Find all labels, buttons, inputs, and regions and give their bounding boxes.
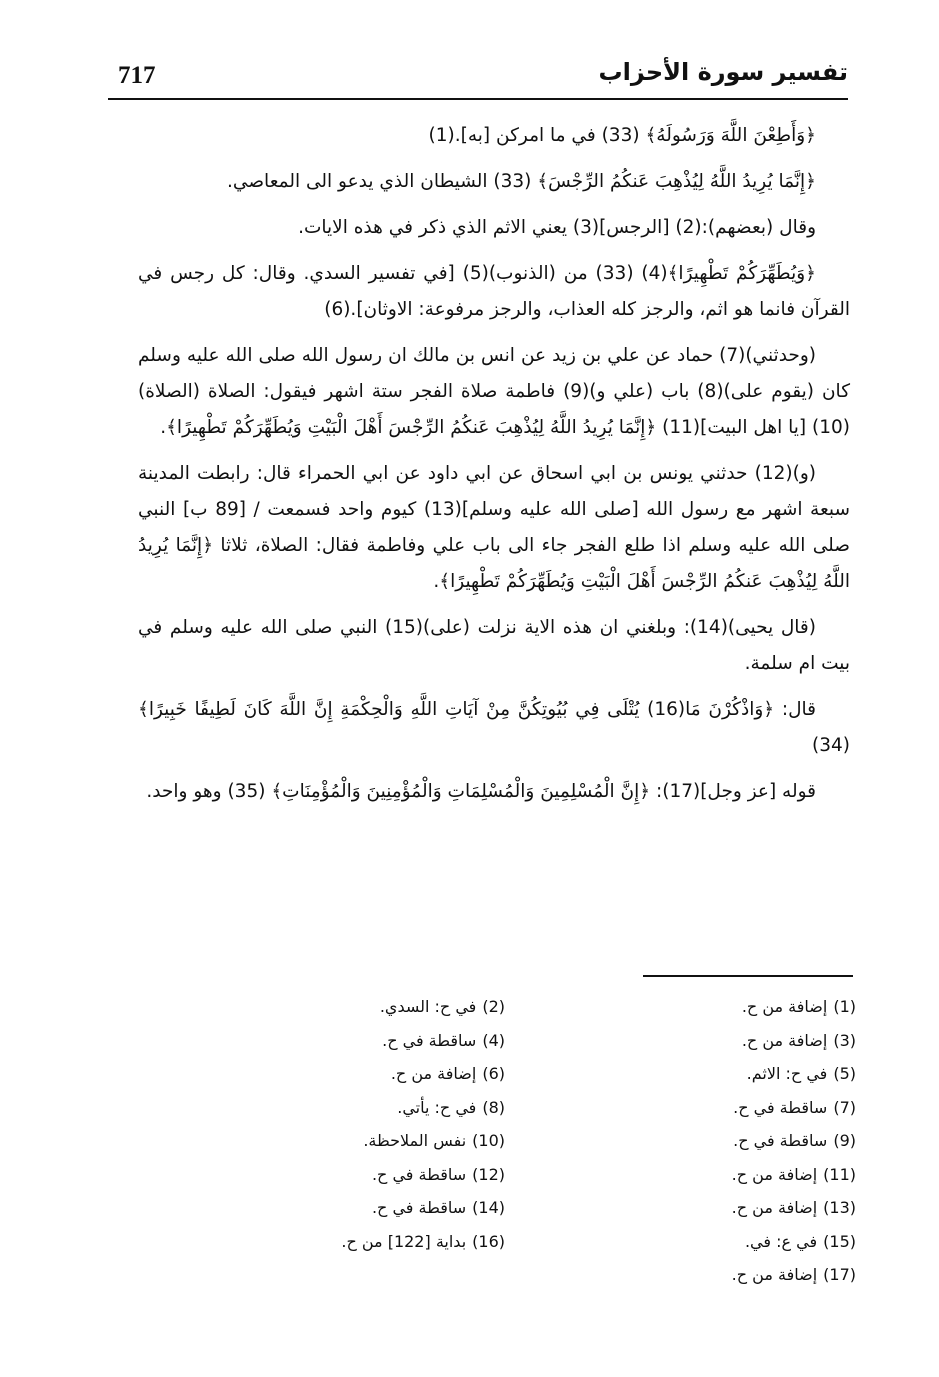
paragraph: ﴿وَيُطَهِّرَكُمْ تَطْهِيرًا﴾(4) (33) من (الذنوب)(5) [في تفسير السدي. وقال: كل رجس في القرآن فانما هو اثم، والرجز كله العذاب، والرجز مرفوعة: الاوثان].(6) <box>138 263 850 320</box>
footnote-number: (13) <box>823 1198 856 1217</box>
paragraph: قوله [عز وجل](17): ﴿إِنَّ الْمُسْلِمِينَ وَالْمُسْلِمَاتِ وَالْمُؤْمِنِينَ وَالْمُؤْمِنَاتِ﴾ (35) وهو واحد. <box>146 781 816 802</box>
footnote <box>618 1191 856 1225</box>
footnote-number: (6) <box>482 1064 505 1083</box>
paragraph: ﴿إِنَّمَا يُرِيدُ اللَّهُ لِيُذْهِبَ عَنكُمُ الرِّجْسَ﴾ (33) الشيطان الذي يدعو الى المعاصي. <box>227 171 816 192</box>
footnote <box>300 1158 505 1192</box>
footnote-text: ساقطة في ح. <box>371 1164 467 1184</box>
footnote <box>300 1124 505 1158</box>
paragraph: (و)(12) حدثني يونس بن ابي اسحاق عن ابي داود عن ابي الحمراء قال: رابطت المدينة سبعة اشهر مع رسول الله [صلى الله عليه وسلم](13) كيوم واحد فسمعت / [89 ب] النبي صلى الله عليه وسلم اذا طلع الفجر جاء الى باب علي وفاطمة فقال: الصلاة، ثلاثا ﴿إِنَّمَا يُرِيدُ اللَّهُ لِيُذْهِبَ عَنكُمُ الرِّجْسَ أَهْلَ الْبَيْتِ وَيُطَهِّرَكُمْ تَطْهِيرًا﴾. <box>138 463 850 592</box>
footnote-number: (5) <box>833 1064 856 1083</box>
paragraph: وقال (بعضهم):(2) [الرجس](3) يعني الاثم الذي ذكر في هذه الايات. <box>298 217 816 238</box>
footnote <box>618 1124 856 1158</box>
footnote-number: (2) <box>482 997 505 1016</box>
footnote-number: (7) <box>833 1097 856 1117</box>
footnote <box>300 1225 505 1259</box>
footnote-number: (17) <box>823 1265 856 1284</box>
footnote-text: إضافة من ح. <box>741 1030 828 1050</box>
running-title: تفسير سورة الأحزاب <box>598 58 848 86</box>
footnote-text: ساقطة في ح. <box>733 1131 828 1150</box>
footnote-text: في ح: السدي. <box>379 997 477 1016</box>
footnotes-left-column <box>300 990 505 1258</box>
footnote-number: (4) <box>482 1030 505 1050</box>
footnote-text: إضافة من ح. <box>731 1198 818 1217</box>
footnote-text: في ح: يأتي. <box>397 1097 477 1117</box>
page-number: 717 <box>118 62 156 89</box>
footnote-number: (16) <box>472 1231 505 1251</box>
footnote <box>618 990 856 1024</box>
footnote <box>618 1057 856 1091</box>
footnote-number: (14) <box>472 1198 505 1217</box>
main-text <box>138 118 850 820</box>
footnote-number: (15) <box>823 1231 856 1251</box>
footnote <box>618 1024 856 1058</box>
footnote <box>618 1091 856 1125</box>
paragraph: قال: ﴿وَاذْكُرْنَ مَا(16) يُتْلَى فِي بُيُوتِكُنَّ مِنْ آيَاتِ اللَّهِ وَالْحِكْمَةِ إِنَّ اللَّهَ كَانَ لَطِيفًا خَبِيرًا﴾ (34) <box>138 699 850 756</box>
footnote-text: إضافة من ح. <box>731 1164 818 1184</box>
footnote-number: (8) <box>482 1097 505 1117</box>
footnote-text: إضافة من ح. <box>731 1265 818 1284</box>
footnote-number: (9) <box>833 1131 856 1150</box>
footnote-number: (12) <box>472 1164 505 1184</box>
page-header <box>108 52 848 100</box>
footnote-text: إضافة من ح. <box>741 997 828 1016</box>
footnote <box>300 1091 505 1125</box>
footnote-number: (1) <box>833 997 856 1016</box>
footnote-separator <box>643 975 853 977</box>
footnote-text: نفس الملاحظة. <box>363 1131 467 1150</box>
footnote-number: (11) <box>823 1164 856 1184</box>
footnote <box>300 990 505 1024</box>
footnote <box>300 1191 505 1225</box>
footnote-text: في ع: في. <box>744 1231 818 1251</box>
footnote <box>618 1158 856 1192</box>
footnote-number: (10) <box>472 1131 505 1150</box>
paragraph: ﴿وَأَطِعْنَ اللَّهَ وَرَسُولَهُ﴾ (33) في ما امركن [به].(1) <box>428 125 816 146</box>
paragraph: (قال يحيى)(14): وبلغني ان هذه الاية نزلت (على)(15) النبي صلى الله عليه وسلم في بيت ام سلمة. <box>138 617 850 674</box>
footnote <box>618 1225 856 1259</box>
footnote <box>618 1258 856 1292</box>
footnote-text: بداية [122] من ح. <box>341 1231 467 1251</box>
footnote-text: إضافة من ح. <box>390 1064 477 1083</box>
footnote <box>300 1024 505 1058</box>
paragraph: (وحدثني)(7) حماد عن علي بن زيد عن انس بن مالك ان رسول الله صلى الله عليه وسلم كان (يقوم على)(8) باب (علي و)(9) فاطمة صلاة الفجر ستة اشهر فيقول: الصلاة (الصلاة)(10) [يا اهل البيت](11) ﴿إِنَّمَا يُرِيدُ اللَّهُ لِيُذْهِبَ عَنكُمُ الرِّجْسَ أَهْلَ الْبَيْتِ وَيُطَهِّرَكُمْ تَطْهِيرًا﴾. <box>138 345 850 438</box>
footnotes-right-column <box>618 990 856 1292</box>
footnote-number: (3) <box>833 1030 856 1050</box>
footnote-text: ساقطة في ح. <box>371 1198 467 1217</box>
footnote-text: ساقطة في ح. <box>733 1097 828 1117</box>
footnote-text: في ح: الاثم. <box>746 1064 828 1083</box>
footnote <box>300 1057 505 1091</box>
footnote-text: ساقطة في ح. <box>382 1030 477 1050</box>
